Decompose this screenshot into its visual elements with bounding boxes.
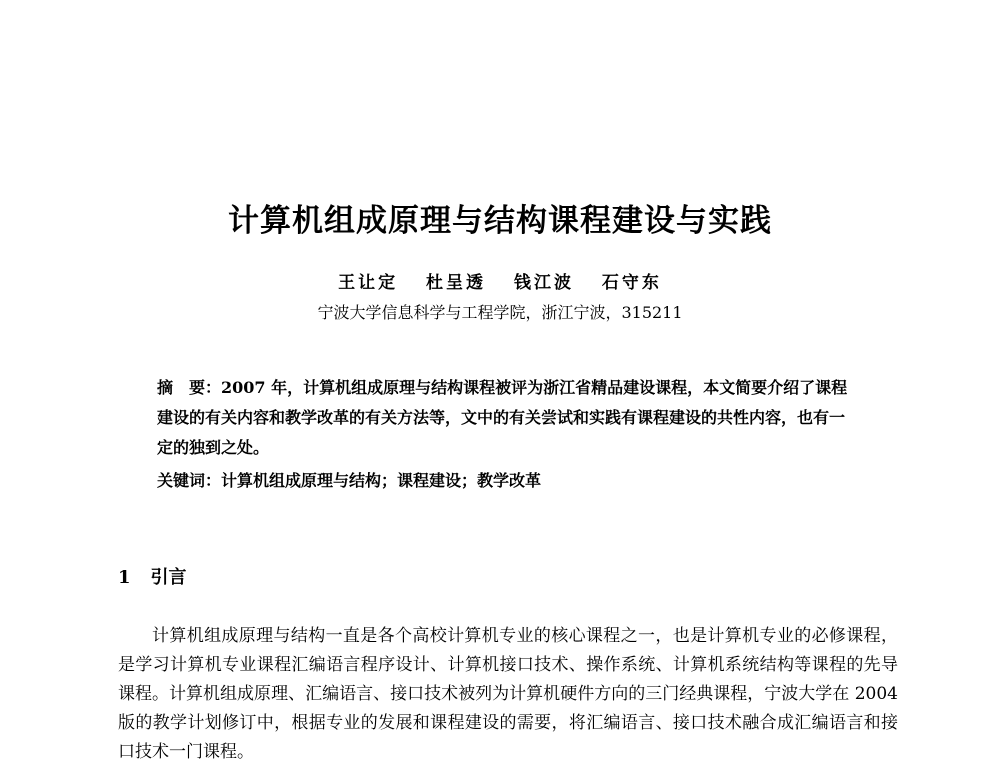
section-number: 1 xyxy=(118,567,131,588)
section-heading xyxy=(118,563,187,589)
author-list xyxy=(0,268,1000,293)
keywords-label: 关键词： xyxy=(157,471,222,490)
section-title: 引言 xyxy=(150,567,187,588)
body-paragraph: 计算机组成原理与结构一直是各个高校计算机专业的核心课程之一，也是计算机专业的必修课程，是学习计算机专业课程汇编语言程序设计、计算机接口技术、操作系统、计算机系统结构等课程的先导课程。计算机组成原理、汇编语言、接口技术被列为计算机硬件方向的三门经典课程，宁波大学在 2004 版的教学计划修订中，根据专业的发展和课程建设的需要，将汇编语言、接口技术融合成汇编语言和接口技术一门课程。 xyxy=(118,626,898,760)
abstract-text: 2007 年，计算机组成原理与结构课程被评为浙江省精品建设课程，本文简要介绍了课程建设的有关内容和教学改革的有关方法等，文中的有关尝试和实践有课程建设的共性内容，也有一定的独到之处。 xyxy=(157,378,848,457)
keywords xyxy=(157,466,857,496)
paper-title: 计算机组成原理与结构课程建设与实践 xyxy=(228,203,772,239)
abstract xyxy=(157,373,857,463)
author-name: 王让定 xyxy=(338,273,399,293)
author-affiliation: 宁波大学信息科学与工程学院，浙江宁波，315211 xyxy=(317,303,683,322)
author-name: 杜呈透 xyxy=(426,273,487,293)
author-name: 钱江波 xyxy=(513,273,574,293)
abstract-label: 摘 要： xyxy=(157,378,222,397)
keywords-text: 计算机组成原理与结构；课程建设；教学改革 xyxy=(221,471,542,490)
author-name: 石守东 xyxy=(601,273,662,293)
